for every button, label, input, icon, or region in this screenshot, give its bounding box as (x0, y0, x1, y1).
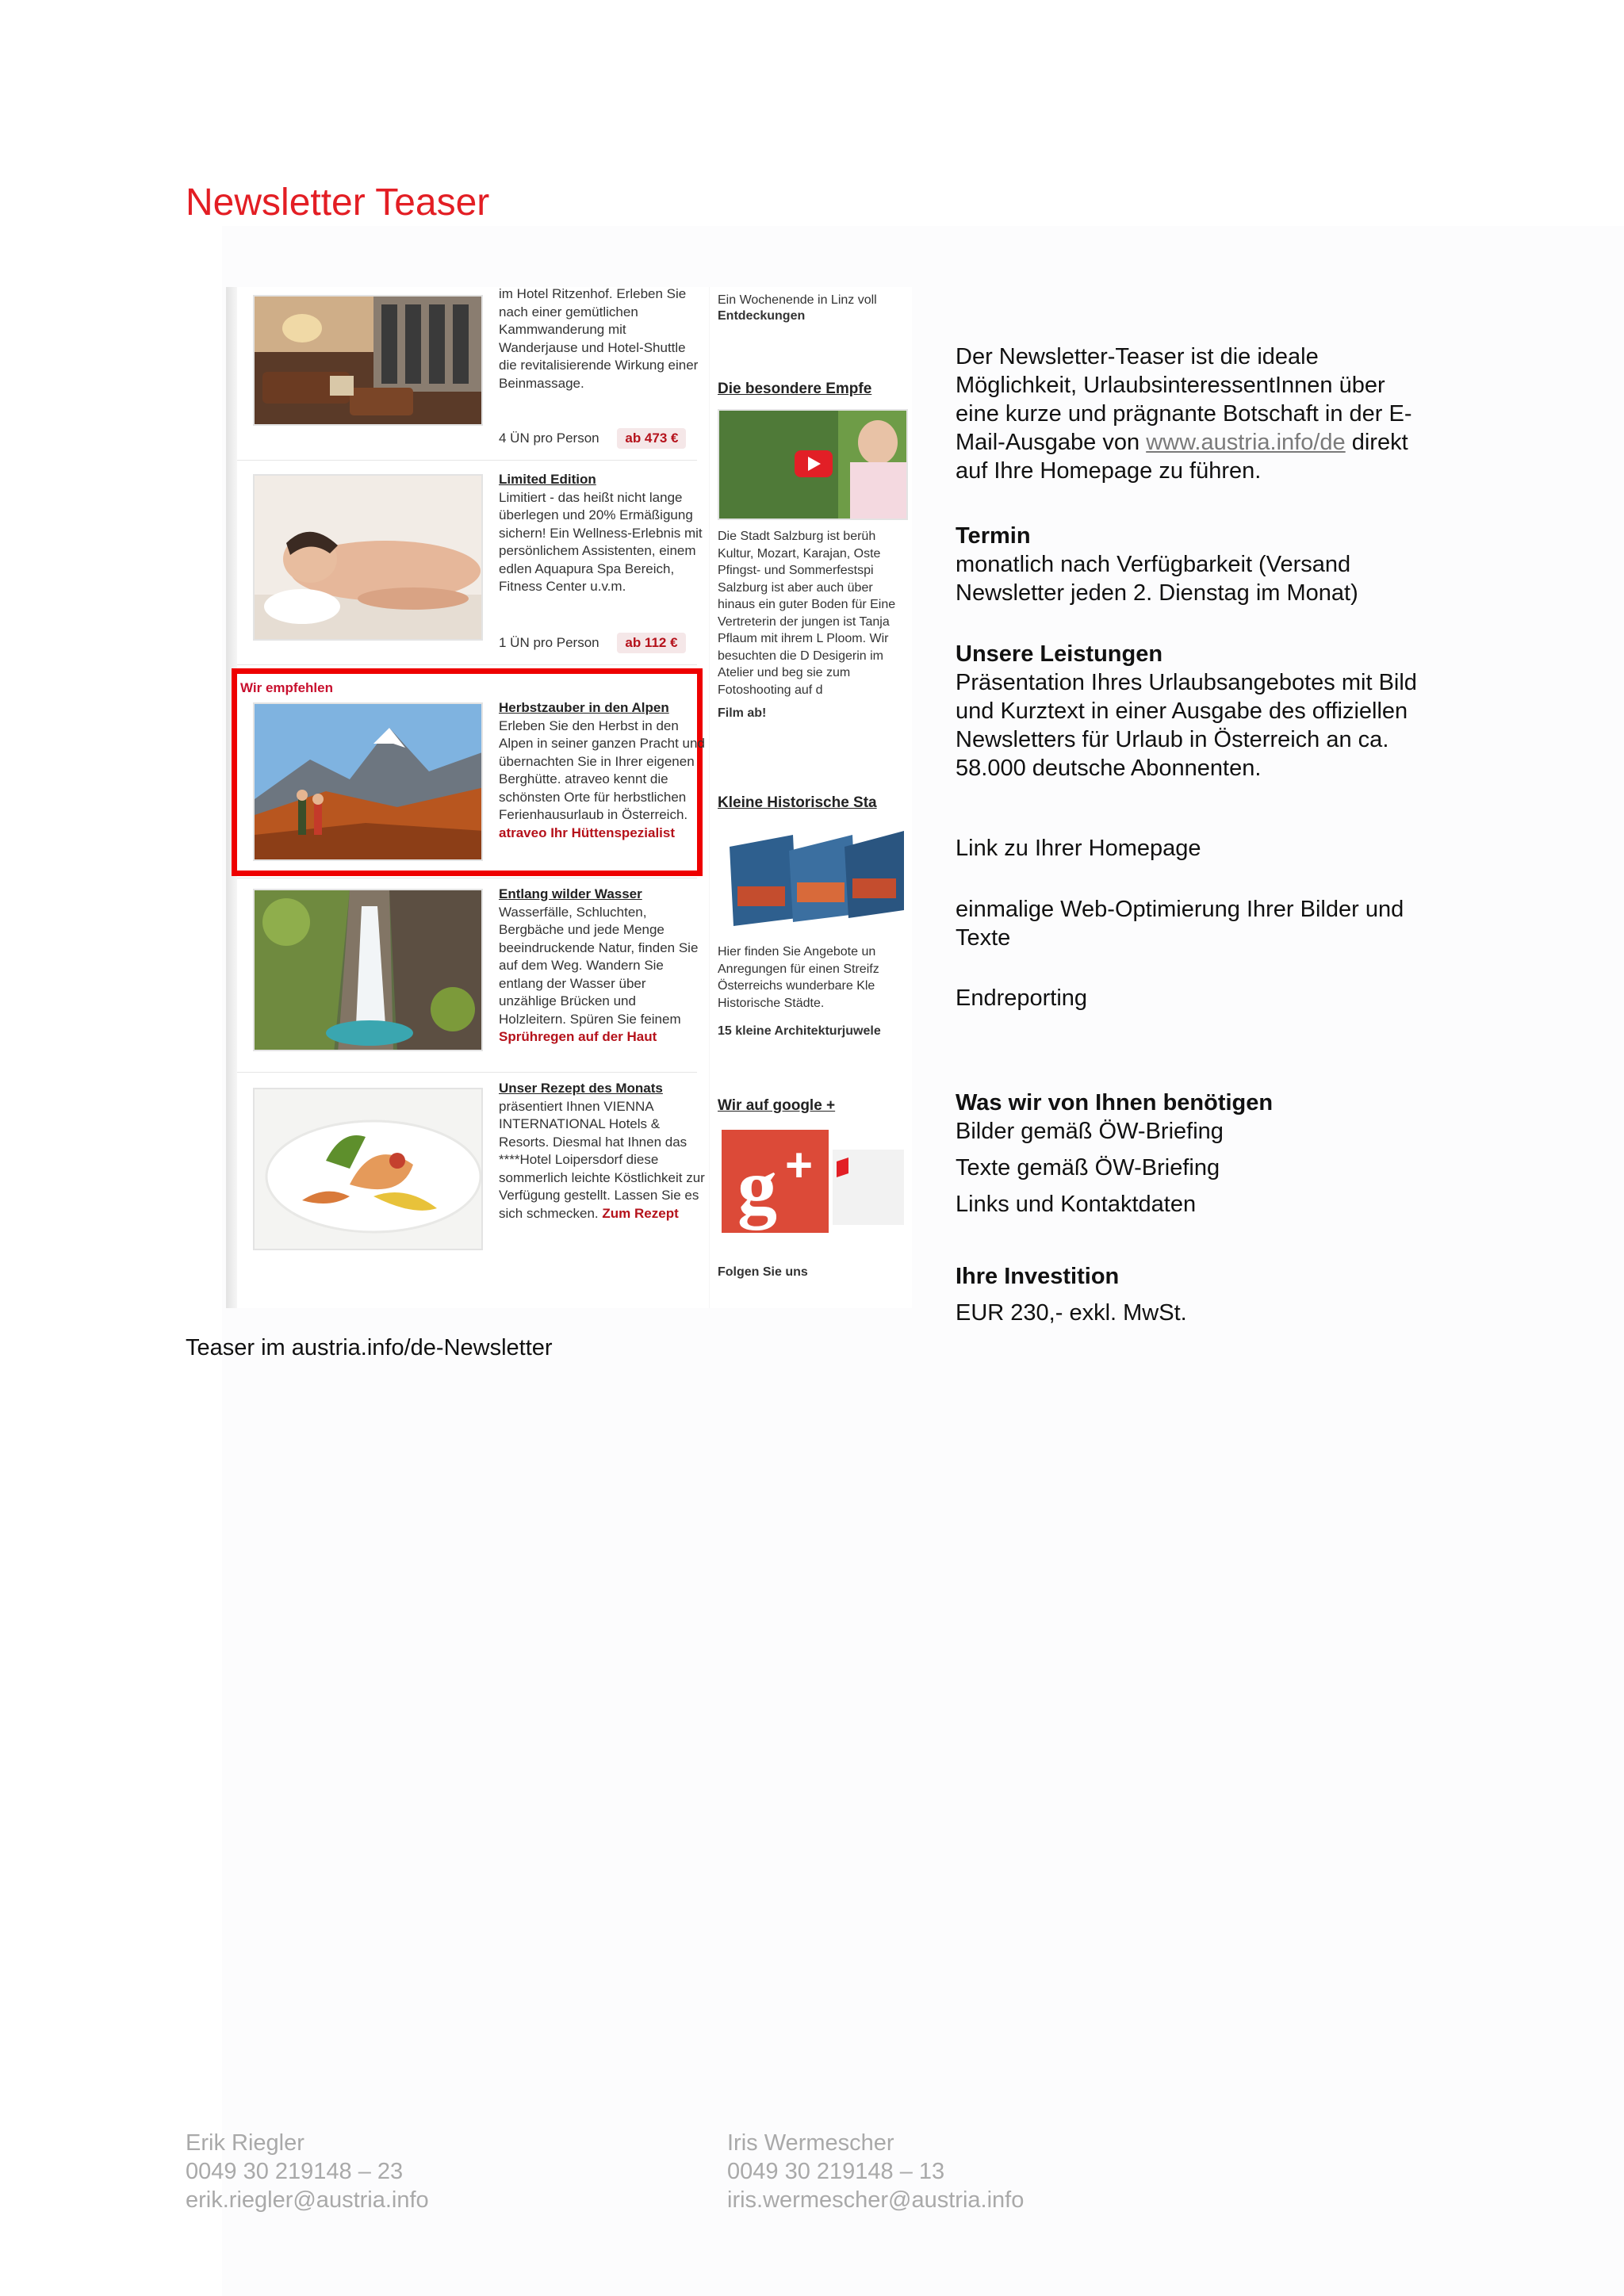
besondere-empfehlung-heading[interactable]: Die besondere Empfe (718, 381, 872, 397)
contact-name: Erik Riegler (186, 2130, 304, 2156)
leistung-link-item: Link zu Ihrer Homepage (956, 836, 1201, 861)
alps-autumn-image (253, 702, 483, 861)
hotel-item-meta (499, 428, 705, 449)
austria-info-link[interactable]: www.austria.info/de (1146, 430, 1346, 455)
leistungen-text: Präsentation Ihres Urlaubsangebotes mit Bild und Kurztext in einer Ausgabe des offiziellen Newsletters für Urlaub in Österreich an ca. 58.000 deutsche Abonnenten. (956, 670, 1417, 781)
intro-text: Der Newsletter-Teaser ist die ideale Möglichkeit, UrlaubsinteressentInnen über eine kurze und prägnante Botschaft in der E-Mail-Ausgabe von (956, 344, 1412, 455)
leistung-web-item: einmalige Web-Optimierung Ihrer Bilder und Texte (956, 897, 1404, 951)
intro-paragraph (956, 342, 1431, 485)
hotel-lobby-image (253, 295, 483, 426)
leistungen-heading: Unsere Leistungen (956, 641, 1163, 667)
benoetigen-heading: Was wir von Ihnen benötigen (956, 1090, 1274, 1115)
termin-heading: Termin (956, 523, 1031, 549)
newsletter-item-limited-edition (237, 466, 703, 664)
linz-link[interactable]: Entdeckungen (718, 308, 806, 323)
contact-email[interactable]: iris.wermescher@austria.info (727, 2187, 1025, 2213)
newsletter-item-hotel (237, 287, 697, 453)
limited-edition-title[interactable]: Limited Edition (499, 472, 596, 487)
contact-iris-wermescher (727, 2129, 1024, 2214)
herbstzauber-text (499, 699, 705, 842)
contact-email[interactable]: erik.riegler@austria.info (186, 2187, 429, 2213)
termin-section (956, 522, 1431, 607)
benoetigen-section (956, 1089, 1431, 1219)
limited-edition-description: Limitiert - das heißt nicht lange überlegen und 20% Ermäßigung sichern! Ein Wellness-Erlebnis mit persönlichem Assistenten, einem edlen Aquapura Spa Bereich, Fitness Center u.v.m. (499, 489, 703, 594)
contact-phone: 0049 30 219148 – 23 (186, 2159, 404, 2184)
benoetigen-item: Texte gemäß ÖW-Briefing (956, 1155, 1220, 1181)
brochure-image (718, 823, 908, 934)
google-plus-icon[interactable] (718, 1126, 908, 1237)
google-plus-heading[interactable]: Wir auf google + (718, 1097, 836, 1114)
herbstzauber-title[interactable]: Herbstzauber in den Alpen (499, 700, 669, 715)
rezept-title[interactable]: Unser Rezept des Monats (499, 1081, 663, 1096)
rezept-link[interactable]: Zum Rezept (602, 1205, 679, 1221)
contact-name: Iris Wermescher (727, 2130, 894, 2156)
hotel-item-price[interactable]: ab 473 € (617, 428, 686, 449)
architekturjuwele-link[interactable]: 15 kleine Architekturjuwele (718, 1024, 881, 1038)
leistung-report-item: Endreporting (956, 985, 1088, 1011)
leistungen-section (956, 640, 1431, 783)
besondere-empfehlung-box (718, 381, 912, 721)
linz-text: Ein Wochenende in Linz voll (718, 293, 877, 307)
newsletter-item-herbstzauber (237, 699, 705, 866)
wilder-wasser-title[interactable]: Entlang wilder Wasser (499, 886, 642, 901)
wilder-wasser-link[interactable]: Sprühregen auf der Haut (499, 1029, 657, 1044)
wilder-wasser-description: Wasserfälle, Schluchten, Bergbäche und jede Menge beeindruckende Natur, finden Sie auf dem Weg. Wandern Sie entlang der Wasser über unzählige Brücken und Holzleitern. Spüren Sie feinem (499, 904, 699, 1027)
recipe-dish-image (253, 1088, 483, 1250)
divider (237, 664, 697, 665)
limited-edition-duration: 1 ÜN pro Person (499, 635, 599, 650)
herbstzauber-link[interactable]: atraveo Ihr Hüttenspezialist (499, 825, 676, 840)
rezept-text (499, 1080, 705, 1223)
limited-edition-meta (499, 633, 705, 653)
divider (237, 1072, 697, 1073)
screenshot-caption: Teaser im austria.info/de-Newsletter (186, 1335, 553, 1360)
historische-staedte-box (718, 794, 912, 1039)
rezept-description: präsentiert Ihnen VIENNA INTERNATIONAL Hotels & Resorts. Diesmal hat Ihnen das ****Hotel Loipersdorf diese sommerlich leichte Köstlichkeit zur Verfügung gestellt. Lassen Sie es sich schmecken. (499, 1098, 705, 1221)
newsletter-item-rezept (237, 1080, 705, 1262)
divider (237, 460, 697, 461)
waterfall-image (253, 889, 483, 1051)
termin-text: monatlich nach Verfügbarkeit (Versand Newsletter jeden 2. Dienstag im Monat) (956, 552, 1358, 606)
page-title: Newsletter Teaser (186, 182, 490, 224)
svg-text:g: g (737, 1142, 777, 1230)
herbstzauber-description: Erleben Sie den Herbst in den Alpen in seiner ganzen Pracht und übernachten Sie in Ihrer eigenen Berghütte. atraveo kennt die schönsten Orte für herbstlichen Ferienhausurlaub in Österreich. (499, 718, 705, 822)
contact-phone: 0049 30 219148 – 13 (727, 2159, 945, 2184)
contact-erik-riegler (186, 2129, 429, 2214)
investition-section (956, 1262, 1431, 1327)
folgen-sie-uns-link[interactable]: Folgen Sie uns (718, 1265, 808, 1279)
benoetigen-item: Links und Kontaktdaten (956, 1192, 1197, 1217)
limited-edition-text (499, 471, 705, 596)
google-plus-box (718, 1097, 912, 1280)
featured-label: Wir empfehlen (240, 680, 333, 695)
wellness-image (253, 474, 483, 641)
investition-text: EUR 230,- exkl. MwSt. (956, 1300, 1187, 1326)
video-thumbnail[interactable] (718, 409, 908, 520)
svg-text:+: + (785, 1138, 814, 1192)
hotel-item-duration: 4 ÜN pro Person (499, 430, 599, 446)
historische-staedte-heading[interactable]: Kleine Historische Sta (718, 794, 877, 811)
wilder-wasser-text (499, 886, 705, 1047)
linz-teaser (718, 292, 912, 323)
intro-text-end: direkt auf Ihre Homepage zu führen. (956, 430, 1408, 484)
salzburg-text: Die Stadt Salzburg ist berüh Kultur, Mozart, Karajan, Oste Pfingst- und Sommerfestspi Salzburg ist aber auch über hinaus ein guter Boden für Eine Vertreterin der jungen ist Tanja Pflaum mit ihrem L Ploom. Wir besuchten die D Desigerin im Atelier und beg sie zum Fotoshooting auf d (718, 530, 896, 697)
film-ab-link[interactable]: Film ab! (718, 706, 767, 720)
benoetigen-item: Bilder gemäß ÖW-Briefing (956, 1119, 1224, 1144)
limited-edition-price[interactable]: ab 112 € (617, 633, 685, 653)
hotel-item-text: im Hotel Ritzenhof. Erleben Sie nach einer gemütlichen Kammwanderung mit Wanderjause und Hotel-Shuttle die revitalisierende Wirkung einer Beinmassage. (499, 287, 699, 391)
newsletter-screenshot (226, 287, 912, 1308)
investition-heading: Ihre Investition (956, 1264, 1120, 1289)
historische-staedte-text: Hier finden Sie Angebote un Anregungen für einen Streifz Österreichs wunderbare Kle Historische Städte. (718, 945, 879, 1010)
newsletter-item-wilder-wasser (237, 886, 697, 1064)
